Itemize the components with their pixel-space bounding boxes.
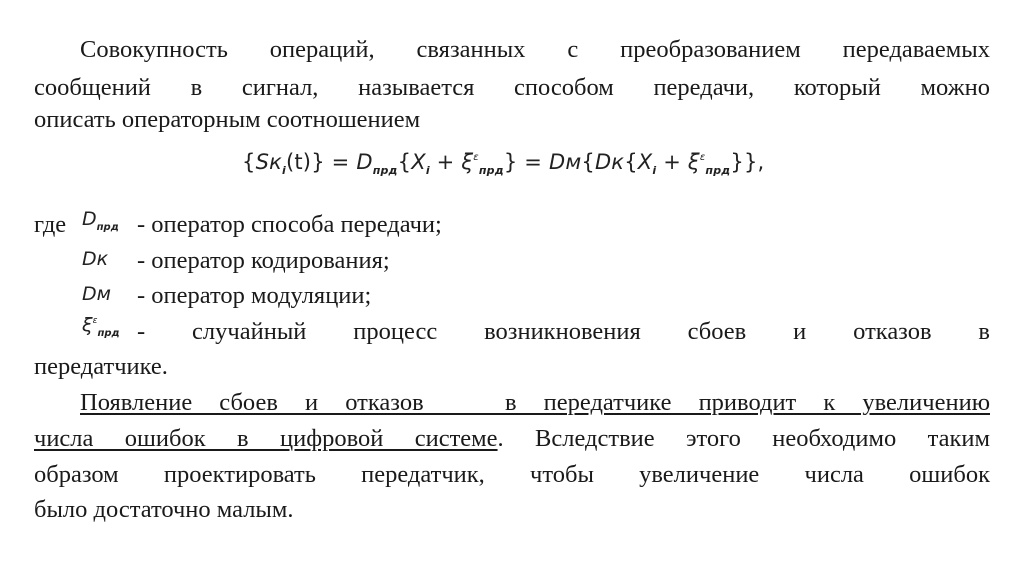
formula-brace: { [581, 150, 595, 174]
formula-x: X [411, 150, 426, 174]
formula-xi2-sup: ε [699, 152, 706, 163]
paragraph2-line2-rest: . Вследствие этого необходимо таким [497, 425, 990, 452]
formula-brace: } [311, 150, 325, 174]
xi-prd-symbol [82, 314, 120, 339]
formula-brace: { [242, 150, 256, 174]
formula-comma: , [757, 150, 765, 174]
paragraph1-line2: сообщений в сигнал, называется способом передачи, который можно [34, 74, 990, 101]
formula-equals: = [324, 150, 357, 174]
xi-sup: ε [92, 316, 98, 326]
formula-brace: } [503, 150, 518, 174]
d-prd-sub: прд [96, 222, 119, 233]
formula-brace: { [624, 150, 638, 174]
formula-sk: Sк [255, 150, 282, 174]
xi-sub: прд [97, 328, 120, 339]
definition-dk-text: - оператор кодирования; [137, 247, 390, 274]
formula-dk: Dк [594, 150, 625, 174]
d-prd-symbol [82, 208, 119, 233]
underlined-statement-part2: числа ошибок в цифровой системе [34, 425, 498, 452]
formula-sk-sub: i [281, 164, 286, 177]
operator-formula [242, 150, 764, 190]
formula-brace: { [397, 150, 412, 174]
formula-x2-sub: i [652, 164, 657, 177]
formula-dm: Dм [548, 150, 582, 174]
paragraph1-line1: Совокупность операций, связанных с преобразованием передаваемых [80, 36, 990, 63]
dm-symbol: Dм [82, 283, 111, 305]
definitions-where: где [34, 211, 67, 238]
formula-xi: ξ [461, 150, 474, 174]
formula-xi-sub: прд [478, 164, 504, 177]
definition-xi-text: - случайный процесс возникновения сбоев и отказов в [137, 318, 990, 345]
definition-dm-text: - оператор модуляции; [137, 282, 372, 309]
formula-x2: X [637, 150, 653, 174]
paragraph2-line1 [34, 388, 990, 418]
definition-d-prd-text: - оператор способа передачи; [137, 211, 442, 238]
formula-d-sub: прд [372, 164, 398, 177]
paragraph2-line3: образом проектировать передатчик, чтобы увеличение числа ошибок [34, 461, 990, 488]
paragraph2-line2 [34, 424, 990, 454]
d-prd-letter: D [82, 208, 97, 230]
paragraph1-line3: описать операторным соотношением [34, 106, 421, 133]
dk-symbol: Dк [82, 248, 109, 270]
formula-equals: = [517, 150, 549, 174]
formula-plus: + [429, 150, 462, 174]
paragraph2-line4: было достаточно малым. [34, 496, 294, 523]
formula-xi2-sub: прд [705, 164, 731, 177]
formula-xi-sup: ε [473, 152, 479, 163]
formula-xi2: ξ [687, 150, 700, 174]
xi-letter: ξ [82, 314, 93, 336]
formula-t-arg: (t) [285, 150, 312, 174]
formula-brace: }} [730, 150, 758, 174]
formula-plus: + [656, 150, 688, 174]
underlined-statement-part1: Появление сбоев и отказов в передатчике приводит к увеличению [80, 389, 990, 416]
formula-x-sub: i [425, 164, 430, 177]
definition-xi-text-cont: передатчике. [34, 353, 168, 380]
formula-d: D [356, 150, 373, 174]
